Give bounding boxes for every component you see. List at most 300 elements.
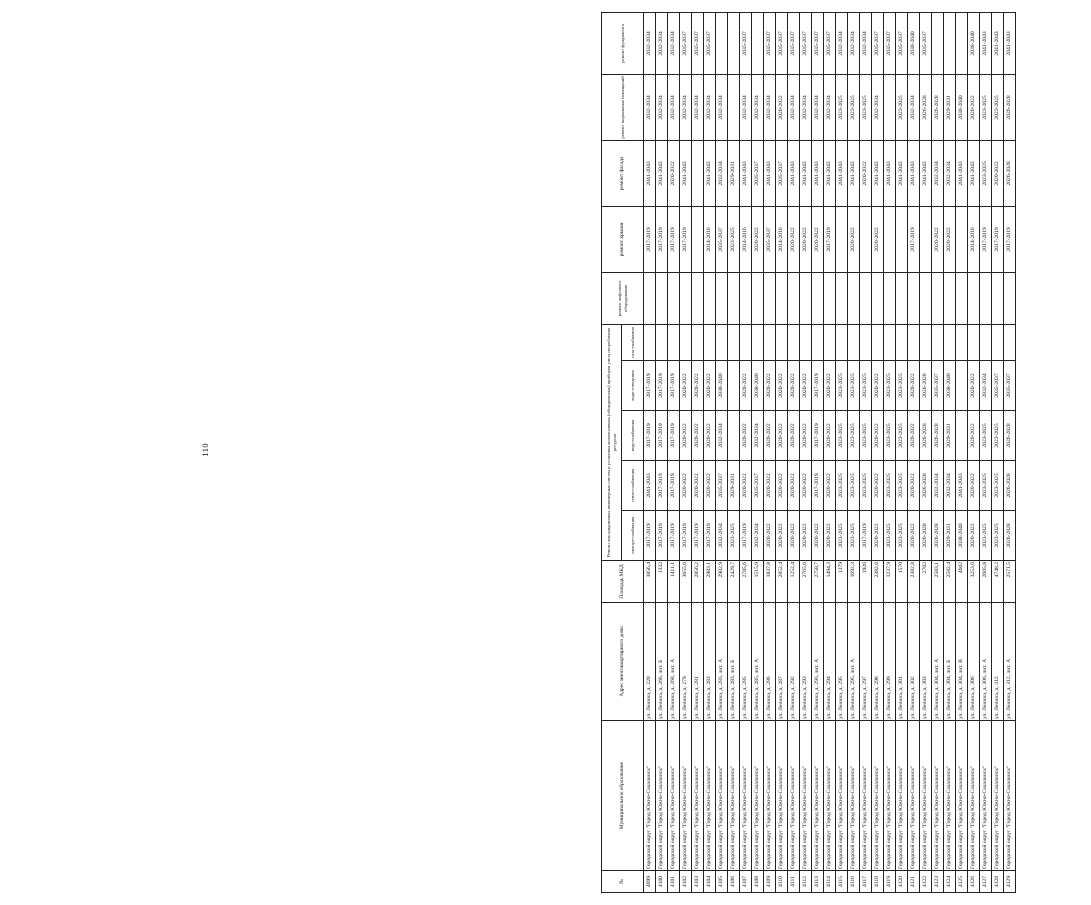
- cell-num: 4123: [932, 871, 944, 893]
- cell-addr: ул. Ленина, д. 306, лит. А: [980, 603, 992, 721]
- cell-s: 2035-2037: [992, 361, 1004, 411]
- cell-addr: ул. Ленина, д. 301: [896, 603, 908, 721]
- cell-e: 2020-2022: [968, 511, 980, 561]
- cell-bas: 2038-2040: [956, 74, 968, 140]
- cell-roof: 2017-2019: [644, 206, 656, 272]
- cell-g: [704, 324, 716, 360]
- cell-l: [932, 272, 944, 324]
- cell-s: 2035-2037: [1004, 361, 1016, 411]
- cell-bas: 2032-2034: [788, 74, 800, 140]
- cell-e: 2020-2022: [908, 511, 920, 561]
- cell-g: [860, 324, 872, 360]
- cell-addr: ул. Ленина, д. 299: [884, 603, 896, 721]
- cell-l: [968, 272, 980, 324]
- cell-fnd: 2035-2037: [824, 12, 836, 74]
- cell-num: 4108: [752, 871, 764, 893]
- cell-s: 2020-2022: [692, 361, 704, 411]
- cell-num: 4111: [788, 871, 800, 893]
- cell-l: [836, 272, 848, 324]
- cell-l: [860, 272, 872, 324]
- table-row: [764, 12, 776, 892]
- cell-roof: 2017-2019: [908, 206, 920, 272]
- cell-s: 2017-2019: [644, 361, 656, 411]
- cell-t: 2023-2025: [860, 461, 872, 511]
- cell-num: 4127: [980, 871, 992, 893]
- cell-num: 4121: [908, 871, 920, 893]
- cell-t: 2023-2025: [896, 461, 908, 511]
- cell-roof: 2035-2037: [764, 206, 776, 272]
- table-row: [716, 12, 728, 892]
- cell-num: 4120: [896, 871, 908, 893]
- cell-roof: 2017-2019: [656, 206, 668, 272]
- cell-bas: 2032-2034: [800, 74, 812, 140]
- cell-t: 2020-2022: [800, 461, 812, 511]
- cell-t: 2020-2022: [692, 461, 704, 511]
- cell-area: 2382,8: [908, 561, 920, 603]
- cell-area: 2785,6: [740, 561, 752, 603]
- cell-s: 2023-2025: [860, 361, 872, 411]
- cell-t: 2020-2022: [788, 461, 800, 511]
- cell-g: [740, 324, 752, 360]
- cell-w: 2020-2022: [800, 411, 812, 461]
- cell-fnd: 2032-2034: [656, 12, 668, 74]
- cell-l: [692, 272, 704, 324]
- cell-s: 2020-2022: [824, 361, 836, 411]
- cell-g: [800, 324, 812, 360]
- cell-mo: Городской округ "Город Южно-Сахалинск": [1004, 721, 1016, 871]
- cell-s: 2032-2034: [980, 361, 992, 411]
- cell-l: [656, 272, 668, 324]
- cell-area: 2382,6: [872, 561, 884, 603]
- cell-t: 2017-2019: [812, 461, 824, 511]
- cell-roof: 2017-2019: [1004, 206, 1016, 272]
- cell-t: 2032-2034: [944, 461, 956, 511]
- cell-bas: 2032-2034: [740, 74, 752, 140]
- cell-addr: ул. Ленина, д. 279: [680, 603, 692, 721]
- cell-bas: 2023-2025: [836, 74, 848, 140]
- header-water-supply: водо-снабжения: [622, 411, 644, 461]
- cell-num: 4114: [824, 871, 836, 893]
- cell-l: [908, 272, 920, 324]
- cell-area: 1252,4: [788, 561, 800, 603]
- cell-fac: 2041-2043: [656, 140, 668, 206]
- cell-addr: ул. Ленина, д. 295: [836, 603, 848, 721]
- cell-bas: 2032-2034: [668, 74, 680, 140]
- cell-s: 2020-2022: [908, 361, 920, 411]
- cell-num: 4110: [776, 871, 788, 893]
- cell-area: 1494,3: [824, 561, 836, 603]
- cell-addr: ул. Ленина, д. 283, лит. А: [716, 603, 728, 721]
- table-row: [656, 12, 668, 892]
- cell-num: 4128: [992, 871, 1004, 893]
- cell-w: 2026-2028: [1004, 411, 1016, 461]
- cell-fac: 2029-2031: [728, 140, 740, 206]
- cell-roof: 2017-2019: [824, 206, 836, 272]
- cell-w: 2032-2034: [752, 411, 764, 461]
- cell-fac: 2041-2043: [908, 140, 920, 206]
- cell-t: 2023-2025: [980, 461, 992, 511]
- cell-fnd: 2035-2037: [872, 12, 884, 74]
- cell-g: [716, 324, 728, 360]
- table-row: [884, 12, 896, 892]
- cell-bas: 2032-2034: [716, 74, 728, 140]
- header-address: Адрес многоквартирного дома: [602, 603, 644, 721]
- cell-w: [956, 411, 968, 461]
- cell-e: 2020-2022: [764, 511, 776, 561]
- cell-s: 2035-2037: [932, 361, 944, 411]
- cell-mo: Городской округ "Город Южно-Сахалинск": [776, 721, 788, 871]
- cell-l: [800, 272, 812, 324]
- cell-num: 4125: [956, 871, 968, 893]
- cell-mo: Городской округ "Город Южно-Сахалинск": [656, 721, 668, 871]
- cell-w: 2017-2019: [644, 411, 656, 461]
- cell-l: [776, 272, 788, 324]
- cell-e: 2026-2028: [920, 511, 932, 561]
- table-row: [788, 12, 800, 892]
- cell-fac: 2041-2043: [884, 140, 896, 206]
- cell-fac: 2032-2034: [716, 140, 728, 206]
- cell-l: [1004, 272, 1016, 324]
- cell-mo: Городской округ "Город Южно-Сахалинск": [716, 721, 728, 871]
- cell-l: [668, 272, 680, 324]
- cell-num: 4101: [668, 871, 680, 893]
- cell-fnd: 2035-2037: [740, 12, 752, 74]
- header-gas: газо-снабжения: [622, 324, 644, 360]
- cell-t: 2017-2019: [668, 461, 680, 511]
- cell-w: 2032-2034: [716, 411, 728, 461]
- table-row: [728, 12, 740, 892]
- cell-g: [920, 324, 932, 360]
- cell-mo: Городской округ "Город Южно-Сахалинск": [884, 721, 896, 871]
- cell-mo: Городской округ "Город Южно-Сахалинск": [968, 721, 980, 871]
- cell-g: [980, 324, 992, 360]
- cell-g: [824, 324, 836, 360]
- cell-s: 2020-2022: [800, 361, 812, 411]
- cell-l: [752, 272, 764, 324]
- cell-fac: 2041-2043: [968, 140, 980, 206]
- cell-bas: 2032-2034: [764, 74, 776, 140]
- cell-bas: 2032-2034: [704, 74, 716, 140]
- cell-addr: ул. Ленина, д. 281: [692, 603, 704, 721]
- cell-e: 2023-2025: [896, 511, 908, 561]
- cell-e: 2020-2022: [872, 511, 884, 561]
- cell-area: 2583,1: [932, 561, 944, 603]
- cell-num: 4117: [860, 871, 872, 893]
- cell-s: 2038-2040: [752, 361, 764, 411]
- cell-addr: ул. Ленина, д. 285: [740, 603, 752, 721]
- cell-mo: Городской округ "Город Южно-Сахалинск": [704, 721, 716, 871]
- cell-t: 2026-2028: [920, 461, 932, 511]
- table-row: [692, 12, 704, 892]
- cell-t: 2026-2028: [1004, 461, 1016, 511]
- cell-g: [944, 324, 956, 360]
- cell-s: 2026-2028: [920, 361, 932, 411]
- cell-mo: Городской округ "Город Южно-Сахалинск": [668, 721, 680, 871]
- cell-s: 2038-2040: [944, 361, 956, 411]
- cell-addr: ул. Ленина, д. 286: [764, 603, 776, 721]
- cell-bas: 2026-2028: [920, 74, 932, 140]
- cell-addr: ул. Ленина, д. 287: [776, 603, 788, 721]
- cell-addr: ул. Ленина, д. 306: [968, 603, 980, 721]
- cell-fac: 2032-2034: [944, 140, 956, 206]
- cell-fac: 2041-2043: [788, 140, 800, 206]
- cell-roof: 2014-2016: [968, 206, 980, 272]
- table-row: [932, 12, 944, 892]
- cell-roof: 2020-2022: [932, 206, 944, 272]
- cell-l: [848, 272, 860, 324]
- cell-fnd: 2035-2037: [764, 12, 776, 74]
- cell-mo: Городской округ "Город Южно-Сахалинск": [692, 721, 704, 871]
- cell-area: 1237,9: [884, 561, 896, 603]
- cell-e: 2020-2022: [776, 511, 788, 561]
- cell-addr: ул. Ленина, д. 220: [644, 603, 656, 721]
- cell-l: [896, 272, 908, 324]
- cell-w: 2026-2028: [932, 411, 944, 461]
- cell-w: 2023-2025: [884, 411, 896, 461]
- cell-fac: 2041-2043: [824, 140, 836, 206]
- cell-fnd: [728, 12, 740, 74]
- cell-fnd: 2032-2034: [644, 12, 656, 74]
- cell-fnd: 2035-2037: [704, 12, 716, 74]
- cell-area: 2582,4: [944, 561, 956, 603]
- cell-area: 2571,5: [1004, 561, 1016, 603]
- cell-roof: 2017-2019: [980, 206, 992, 272]
- cell-bas: 2032-2034: [812, 74, 824, 140]
- cell-e: 2023-2025: [884, 511, 896, 561]
- table-row: [992, 12, 1004, 892]
- cell-fac: 2041-2043: [836, 140, 848, 206]
- cell-g: [812, 324, 824, 360]
- cell-e: 2026-2028: [932, 511, 944, 561]
- cell-fac: 2035-2037: [752, 140, 764, 206]
- cell-e: 2017-2019: [668, 511, 680, 561]
- cell-roof: [860, 206, 872, 272]
- cell-roof: [920, 206, 932, 272]
- cell-fnd: 2032-2034: [668, 12, 680, 74]
- cell-s: 2023-2025: [896, 361, 908, 411]
- cell-fac: 2020-2022: [668, 140, 680, 206]
- cell-roof: 2017-2019: [992, 206, 1004, 272]
- cell-w: 2020-2022: [788, 411, 800, 461]
- cell-addr: ул. Ленина, д. 295, лит. А: [848, 603, 860, 721]
- cell-roof: 2014-2016: [740, 206, 752, 272]
- cell-w: 2026-2028: [920, 411, 932, 461]
- cell-roof: 2020-2022: [848, 206, 860, 272]
- cell-addr: ул. Ленина, д. 292: [788, 603, 800, 721]
- cell-w: 2023-2025: [836, 411, 848, 461]
- cell-mo: Городской округ "Город Южно-Сахалинск": [980, 721, 992, 871]
- cell-mo: Городской округ "Город Южно-Сахалинск": [956, 721, 968, 871]
- cell-bas: 2032-2034: [644, 74, 656, 140]
- cell-l: [680, 272, 692, 324]
- cell-e: 2017-2019: [680, 511, 692, 561]
- cell-l: [644, 272, 656, 324]
- cell-mo: Городской округ "Город Южно-Сахалинск": [944, 721, 956, 871]
- cell-addr: ул. Ленина, д. 283, лит. Б: [728, 603, 740, 721]
- cell-area: 2702: [920, 561, 932, 603]
- cell-bas: 2026-2028: [1004, 74, 1016, 140]
- cell-w: 2020-2022: [764, 411, 776, 461]
- cell-roof: [956, 206, 968, 272]
- cell-bas: 2023-2025: [980, 74, 992, 140]
- repair-schedule-table: [601, 12, 1016, 893]
- cell-fnd: 2035-2037: [884, 12, 896, 74]
- table-row: [860, 12, 872, 892]
- cell-bas: 2023-2025: [992, 74, 1004, 140]
- cell-g: [884, 324, 896, 360]
- table-row: [908, 12, 920, 892]
- header-sewerage: водо-отведения: [622, 361, 644, 411]
- cell-g: [872, 324, 884, 360]
- cell-s: 2023-2025: [836, 361, 848, 411]
- cell-l: [788, 272, 800, 324]
- cell-mo: Городской округ "Город Южно-Сахалинск": [680, 721, 692, 871]
- cell-s: 2023-2025: [848, 361, 860, 411]
- cell-fnd: 2035-2037: [800, 12, 812, 74]
- cell-addr: ул. Ленина, д. 303: [920, 603, 932, 721]
- cell-g: [656, 324, 668, 360]
- cell-s: 2017-2019: [812, 361, 824, 411]
- cell-addr: ул. Ленина, д. 312, лит. А: [1004, 603, 1016, 721]
- cell-g: [728, 324, 740, 360]
- cell-roof: 2020-2022: [752, 206, 764, 272]
- cell-fac: 2041-2043: [956, 140, 968, 206]
- table-row: [740, 12, 752, 892]
- cell-w: 2020-2022: [704, 411, 716, 461]
- cell-t: 2023-2025: [848, 461, 860, 511]
- table-row: [644, 12, 656, 892]
- cell-e: 2017-2019: [692, 511, 704, 561]
- cell-fac: 2041-2043: [896, 140, 908, 206]
- cell-e: 2026-2028: [1004, 511, 1016, 561]
- cell-addr: ул. Ленина, д. 294: [824, 603, 836, 721]
- cell-fnd: 2041-2043: [992, 12, 1004, 74]
- cell-num: 4129: [1004, 871, 1016, 893]
- cell-s: 2020-2022: [704, 361, 716, 411]
- cell-area: 1692,3: [848, 561, 860, 603]
- cell-g: [668, 324, 680, 360]
- cell-mo: Городской округ "Город Южно-Сахалинск": [824, 721, 836, 871]
- cell-fnd: 2038-2040: [908, 12, 920, 74]
- cell-fac: 2041-2043: [872, 140, 884, 206]
- cell-num: 4126: [968, 871, 980, 893]
- cell-area: 4748,2: [992, 561, 1004, 603]
- cell-fac: 2041-2043: [704, 140, 716, 206]
- cell-e: 2020-2022: [800, 511, 812, 561]
- cell-l: [956, 272, 968, 324]
- cell-bas: 2023-2025: [848, 74, 860, 140]
- cell-bas: 2032-2034: [692, 74, 704, 140]
- cell-bas: 2032-2034: [752, 74, 764, 140]
- cell-addr: ул. Ленина, д. 298: [872, 603, 884, 721]
- cell-addr: ул. Ленина, д. 285, лит. А: [752, 603, 764, 721]
- table-row: [800, 12, 812, 892]
- cell-g: [992, 324, 1004, 360]
- cell-num: 4118: [872, 871, 884, 893]
- cell-addr: ул. Ленина, д. 283: [704, 603, 716, 721]
- cell-l: [980, 272, 992, 324]
- cell-num: 4107: [740, 871, 752, 893]
- cell-e: 2017-2019: [656, 511, 668, 561]
- cell-mo: Городской округ "Город Южно-Сахалинск": [764, 721, 776, 871]
- cell-roof: 2014-2016: [776, 206, 788, 272]
- cell-g: [932, 324, 944, 360]
- cell-bas: [728, 74, 740, 140]
- cell-e: 2032-2034: [716, 511, 728, 561]
- cell-g: [908, 324, 920, 360]
- cell-roof: [884, 206, 896, 272]
- cell-g: [680, 324, 692, 360]
- cell-l: [728, 272, 740, 324]
- cell-bas: 2023-2025: [896, 74, 908, 140]
- cell-e: 2017-2019: [860, 511, 872, 561]
- header-facade: ремонт фасада: [602, 140, 644, 206]
- cell-mo: Городской округ "Город Южно-Сахалинск": [800, 721, 812, 871]
- cell-t: 2020-2022: [872, 461, 884, 511]
- cell-fac: 2020-2022: [992, 140, 1004, 206]
- cell-g: [968, 324, 980, 360]
- cell-s: 2038-2040: [716, 361, 728, 411]
- cell-fac: 2035-2037: [776, 140, 788, 206]
- cell-fnd: 2041-2043: [1004, 12, 1016, 74]
- cell-roof: 2017-2019: [680, 206, 692, 272]
- cell-fnd: 2032-2034: [860, 12, 872, 74]
- cell-w: 2029-2031: [944, 411, 956, 461]
- cell-g: [764, 324, 776, 360]
- table-body: [644, 12, 1016, 892]
- cell-l: [920, 272, 932, 324]
- cell-bas: 2020-2022: [968, 74, 980, 140]
- cell-s: 2023-2025: [884, 361, 896, 411]
- cell-g: [692, 324, 704, 360]
- cell-t: 2032-2034: [932, 461, 944, 511]
- cell-t: 2041-2043: [956, 461, 968, 511]
- cell-t: 2023-2025: [992, 461, 1004, 511]
- header-num: №: [602, 871, 644, 893]
- cell-addr: ул. Ленина, д. 293, лит. А: [812, 603, 824, 721]
- cell-fac: 2032-2034: [932, 140, 944, 206]
- cell-fac: 2041-2043: [740, 140, 752, 206]
- cell-num: 4106: [728, 871, 740, 893]
- cell-area: 1570: [896, 561, 908, 603]
- cell-t: 2020-2022: [680, 461, 692, 511]
- cell-num: 4105: [716, 871, 728, 893]
- cell-fnd: 2035-2037: [680, 12, 692, 74]
- cell-s: 2020-2022: [764, 361, 776, 411]
- cell-s: 2020-2022: [788, 361, 800, 411]
- cell-roof: 2023-2025: [728, 206, 740, 272]
- cell-t: 2035-2037: [716, 461, 728, 511]
- cell-addr: ул. Ленина, д. 304, лит. В: [956, 603, 968, 721]
- cell-mo: Городской округ "Город Южно-Сахалинск": [860, 721, 872, 871]
- cell-e: 2038-2040: [956, 511, 968, 561]
- cell-t: 2020-2022: [908, 461, 920, 511]
- cell-w: 2017-2019: [668, 411, 680, 461]
- cell-t: 2035-2037: [752, 461, 764, 511]
- cell-g: [896, 324, 908, 360]
- table-row: [836, 12, 848, 892]
- cell-area: 2758,7: [812, 561, 824, 603]
- cell-fnd: 2035-2037: [812, 12, 824, 74]
- cell-w: 2023-2025: [896, 411, 908, 461]
- cell-t: 2020-2022: [764, 461, 776, 511]
- cell-mo: Городской округ "Город Южно-Сахалинск": [848, 721, 860, 871]
- cell-addr: ул. Ленина, д. 268, лит. А: [668, 603, 680, 721]
- cell-fnd: 2041-2043: [980, 12, 992, 74]
- cell-bas: 2032-2034: [824, 74, 836, 140]
- cell-fac: 2041-2043: [848, 140, 860, 206]
- cell-addr: ул. Ленина, д. 302: [908, 603, 920, 721]
